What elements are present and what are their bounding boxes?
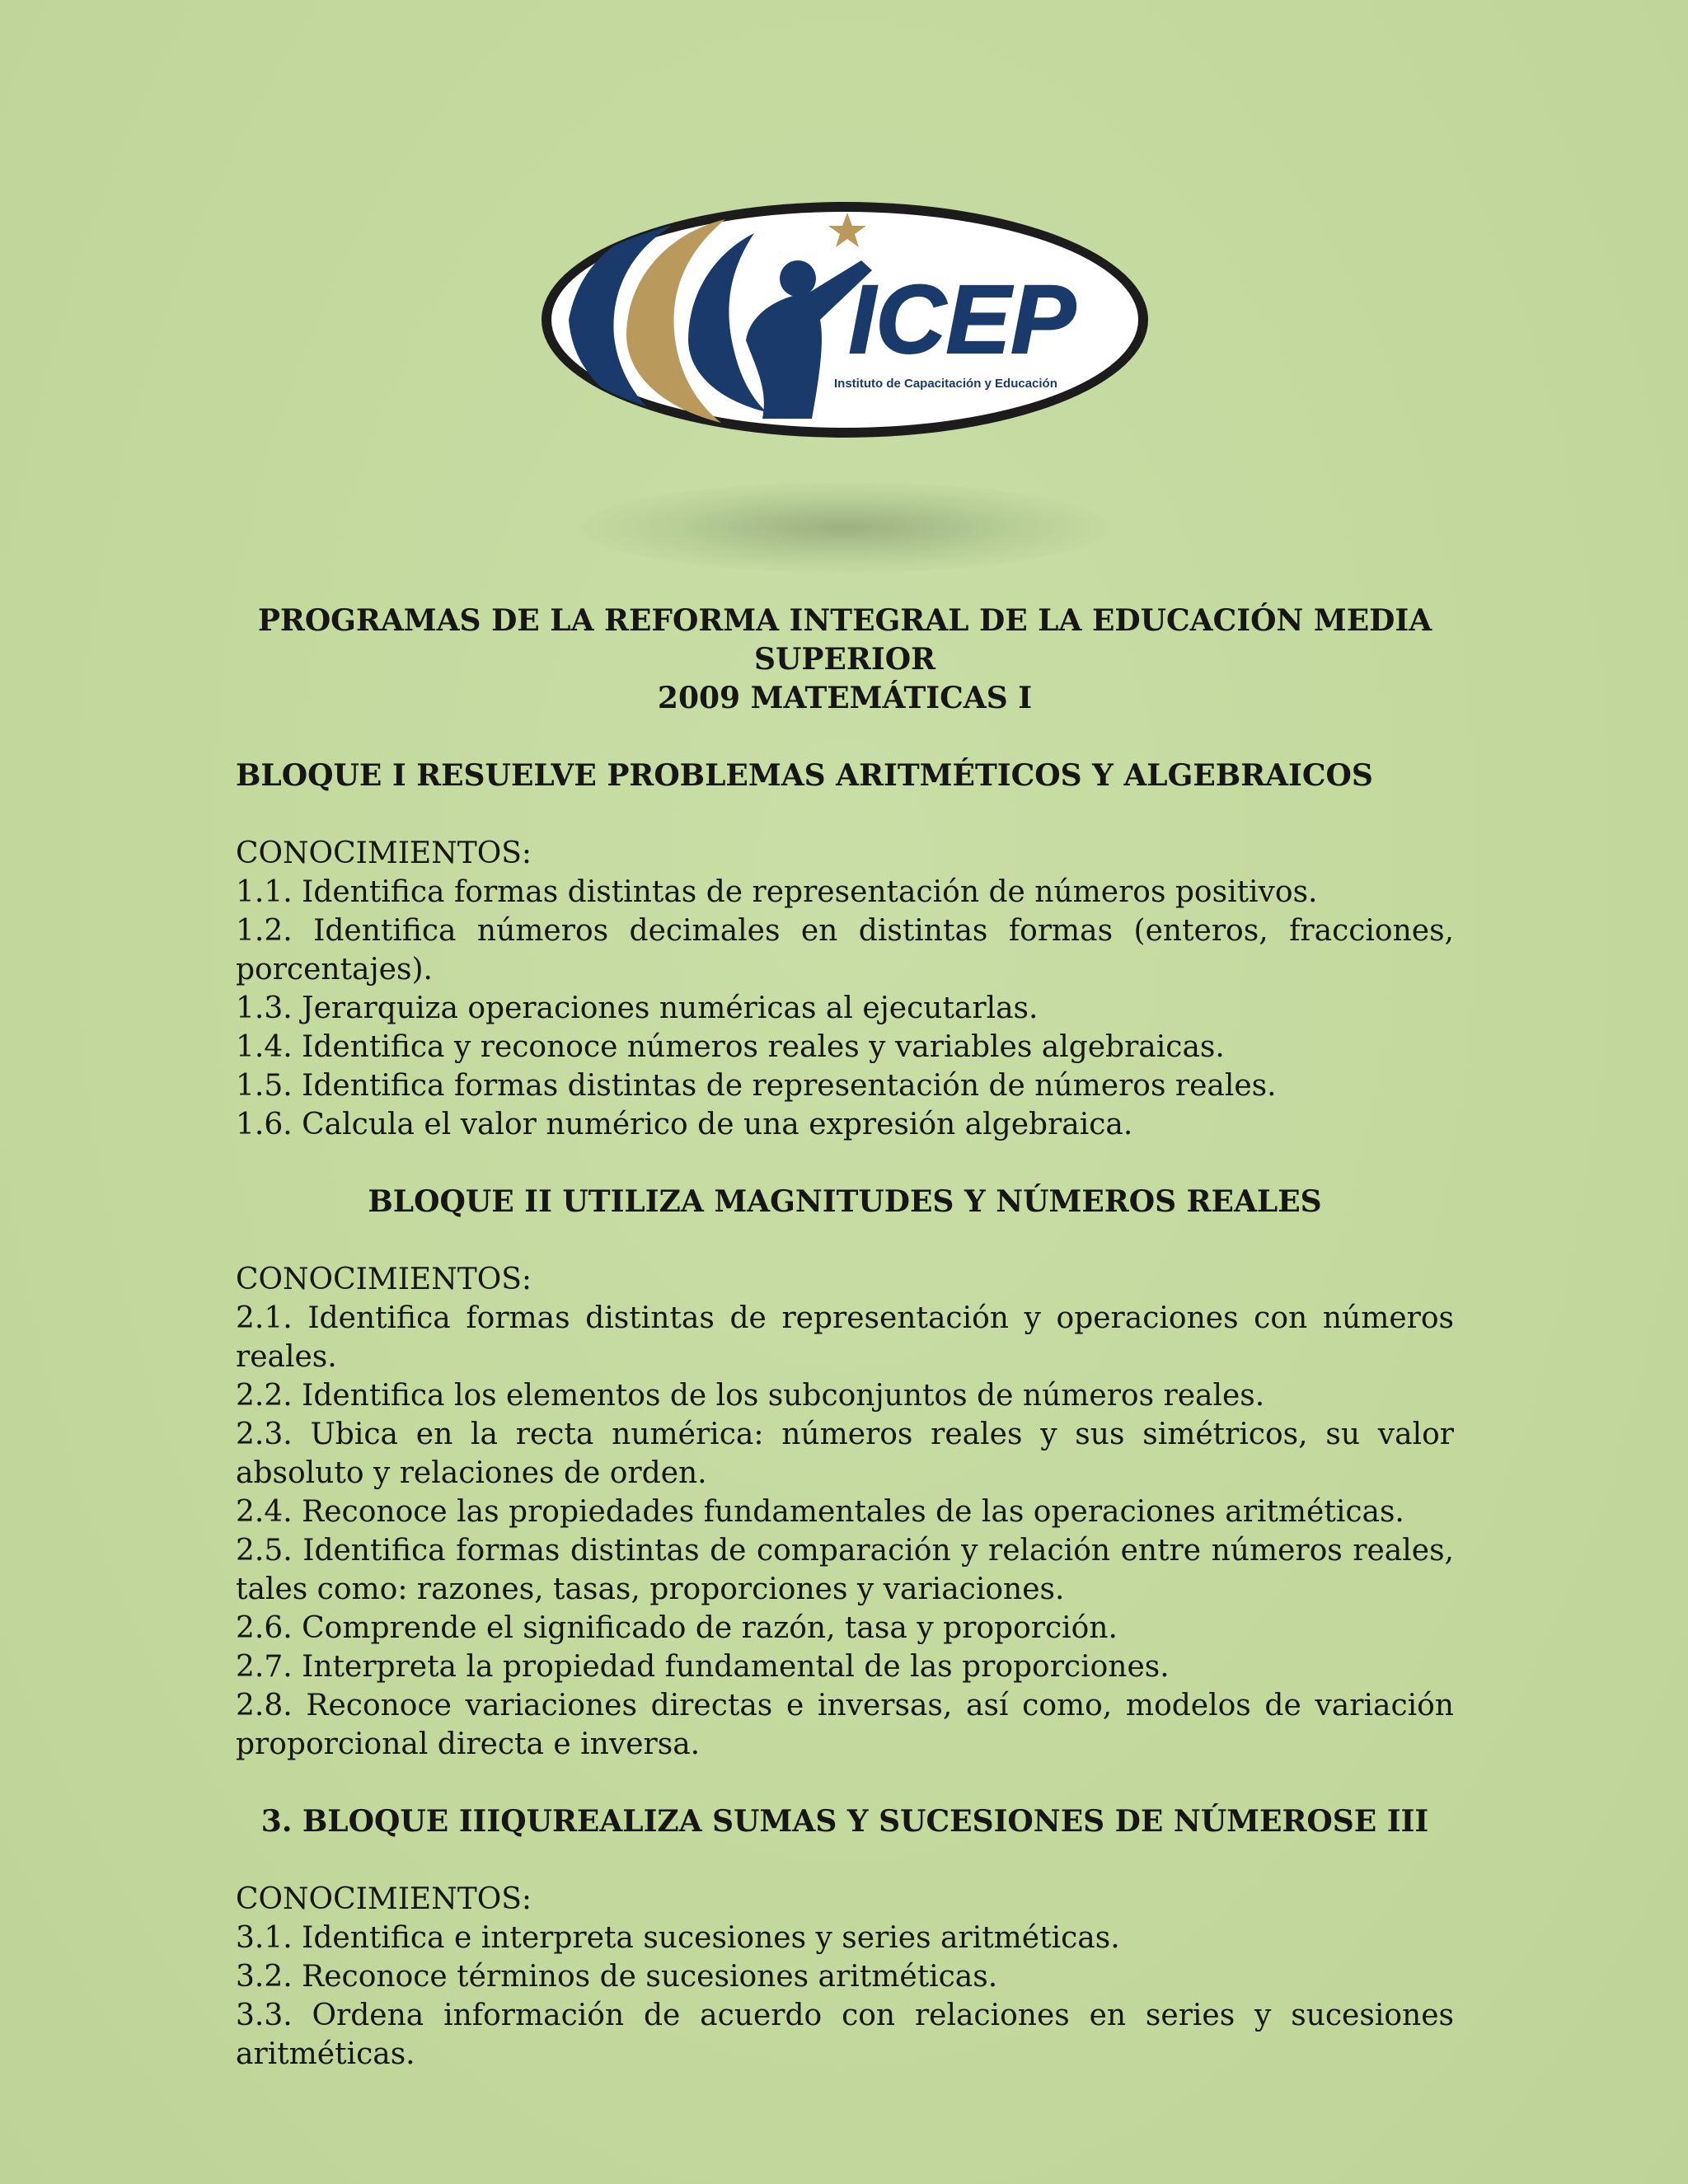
block-3-heading: 3. BLOQUE IIIQUREALIZA SUMAS Y SUCESIONES DE NÚMEROSE III bbox=[260, 1804, 1429, 1839]
block-1-item: 1.3. Jerarquiza operaciones numéricas al ejecutarlas. bbox=[236, 991, 1039, 1025]
block-2-item: 2.2. Identifica los elementos de los subconjuntos de números reales. bbox=[236, 1379, 1265, 1413]
block-3-item: 3.1. Identifica e interpreta sucesiones y series aritméticas. bbox=[236, 1921, 1120, 1955]
block-1-item: 1.4. Identifica y reconoce números reales y variables algebraicas. bbox=[236, 1030, 1225, 1064]
block-1-item: 1.1. Identifica formas distintas de representación de números positivos. bbox=[236, 875, 1318, 909]
block-2-item: 2.8. Reconoce variaciones directas e inversas, así como, modelos de variación proporcional directa e inversa. bbox=[236, 1689, 1454, 1761]
block-3-label: CONOCIMIENTOS: bbox=[236, 1882, 532, 1916]
block-2-item: 2.4. Reconoce las propiedades fundamentales de las operaciones aritméticas. bbox=[236, 1495, 1404, 1529]
brand-text: ICEP bbox=[848, 265, 1076, 374]
block-1-item: 1.5. Identifica formas distintas de representación de números reales. bbox=[236, 1069, 1277, 1103]
icep-logo-graphic bbox=[536, 196, 1154, 443]
block-2-item: 2.6. Comprende el significado de razón, tasa y proporción. bbox=[236, 1611, 1118, 1645]
document-title-line1: PROGRAMAS DE LA REFORMA INTEGRAL DE LA EDUCACIÓN MEDIA SUPERIOR bbox=[257, 603, 1432, 677]
document-title-line2: 2009 MATEMÁTICAS I bbox=[657, 681, 1033, 715]
icep-logo bbox=[536, 196, 1154, 443]
block-3-item: 3.2. Reconoce términos de sucesiones aritméticas. bbox=[236, 1960, 998, 1994]
block-2-item: 2.1. Identifica formas distintas de representación y operaciones con números reales. bbox=[236, 1301, 1454, 1374]
block-2-heading: BLOQUE II UTILIZA MAGNITUDES Y NÚMEROS REALES bbox=[368, 1184, 1322, 1219]
block-1-item: 1.2. Identifica números decimales en distintas formas (enteros, fracciones, porcentajes). bbox=[236, 914, 1454, 987]
block-2-label: CONOCIMIENTOS: bbox=[236, 1263, 532, 1296]
block-2-item: 2.7. Interpreta la propiedad fundamental de las proporciones. bbox=[236, 1650, 1170, 1684]
brand-tagline: Instituto de Capacitación y Educación bbox=[834, 377, 1057, 391]
block-3-item: 3.3. Ordena información de acuerdo con relaciones en series y sucesiones aritméticas. bbox=[236, 1999, 1454, 2071]
block-2-item: 2.5. Identifica formas distintas de comparación y relación entre números reales, tales como: razones, tasas, proporciones y variaciones. bbox=[236, 1534, 1454, 1606]
block-1-label: CONOCIMIENTOS: bbox=[236, 837, 532, 870]
block-2-item: 2.3. Ubica en la recta numérica: números reales y sus simétricos, su valor absoluto y relaciones de orden. bbox=[236, 1418, 1454, 1490]
block-1-item: 1.6. Calcula el valor numérico de una expresión algebraica. bbox=[236, 1108, 1133, 1141]
document-content bbox=[236, 602, 1454, 2074]
logo-shadow bbox=[581, 482, 1109, 573]
block-1-heading: BLOQUE I RESUELVE PROBLEMAS ARITMÉTICOS Y ALGEBRAICOS bbox=[236, 758, 1373, 793]
